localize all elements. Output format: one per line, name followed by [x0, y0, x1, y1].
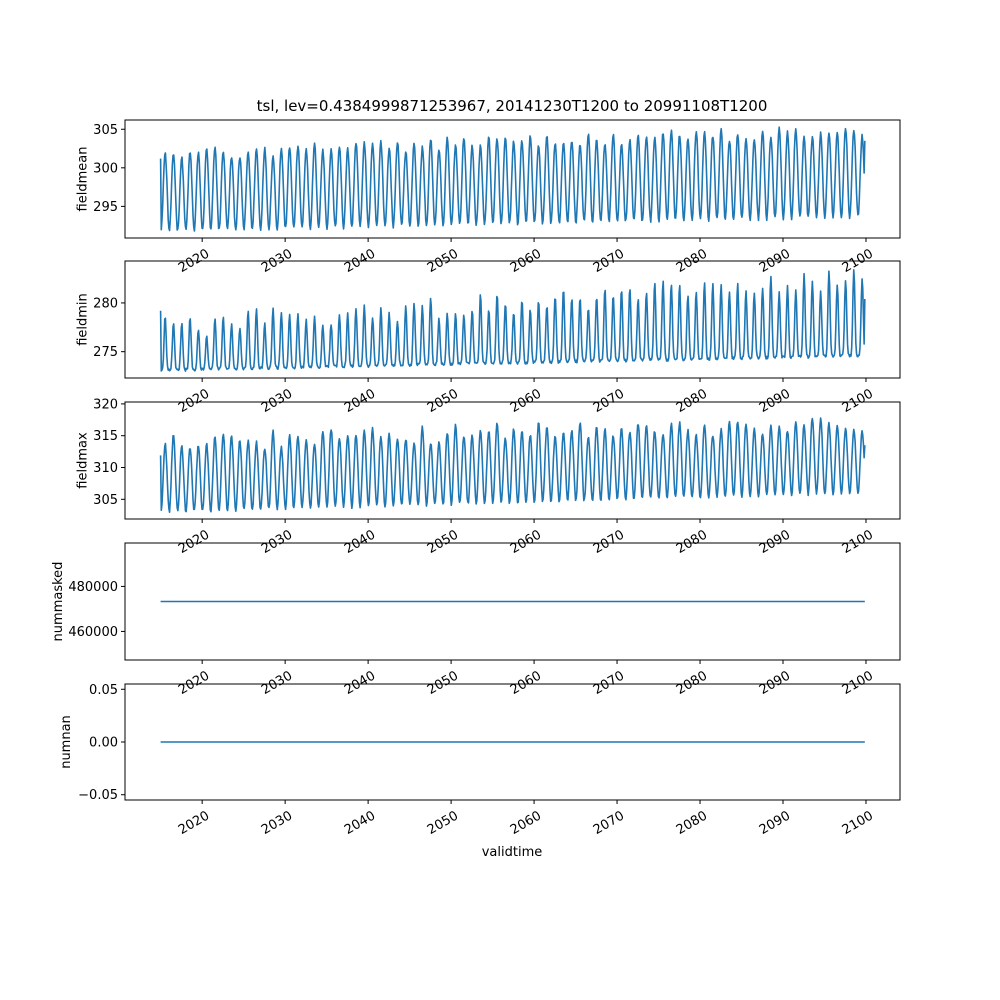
y-tick-label: 310	[93, 460, 118, 476]
x-tick-label: 2020	[176, 808, 213, 838]
x-tick-label: 2090	[756, 527, 794, 557]
x-tick-label: 2040	[341, 386, 379, 416]
x-tick-label: 2020	[176, 527, 213, 557]
x-tick-label: 2070	[590, 668, 628, 698]
x-tick-label: 2050	[424, 527, 462, 557]
x-tick-label: 2070	[590, 808, 628, 838]
x-tick-label: 2040	[341, 246, 379, 276]
x-tick-label: 2080	[673, 808, 711, 838]
y-tick-label: 305	[93, 492, 118, 508]
y-tick-label: 0.05	[89, 682, 118, 698]
x-tick-label: 2050	[424, 808, 462, 838]
x-tick-label: 2030	[258, 808, 296, 838]
x-tick-label: 2040	[341, 808, 379, 838]
x-tick-label: 2100	[839, 246, 876, 276]
x-tick-label: 2100	[839, 808, 876, 838]
x-tick-label: 2060	[507, 246, 545, 276]
x-tick-label: 2020	[176, 668, 213, 698]
x-tick-label: 2080	[673, 527, 711, 557]
y-tick-label: 300	[93, 161, 118, 177]
x-tick-label: 2100	[839, 527, 876, 557]
x-axis-label: validtime	[481, 845, 543, 860]
x-tick-label: 2080	[673, 668, 711, 698]
y-tick-label: 480000	[68, 579, 118, 595]
chart-title: tsl, lev=0.4384999871253967, 20141230T1200 to 20991108T1200	[256, 97, 768, 115]
x-tick-label: 2050	[424, 668, 462, 698]
x-tick-label: 2090	[756, 386, 794, 416]
y-axis-label: fieldmax	[75, 432, 91, 489]
y-tick-label: 275	[93, 345, 118, 361]
y-tick-label: 0.00	[89, 735, 118, 751]
x-tick-label: 2070	[590, 386, 628, 416]
y-tick-label: 305	[93, 122, 118, 138]
x-tick-label: 2100	[839, 668, 876, 698]
y-axis-label: nummasked	[50, 561, 66, 642]
x-tick-label: 2040	[341, 668, 379, 698]
y-tick-label: −0.05	[78, 788, 118, 804]
x-tick-label: 2050	[424, 246, 462, 276]
x-tick-label: 2060	[507, 527, 545, 557]
x-tick-label: 2090	[756, 808, 794, 838]
x-tick-label: 2020	[176, 246, 213, 276]
y-tick-label: 280	[93, 296, 118, 312]
y-axis-label: fieldmean	[75, 146, 91, 212]
x-tick-label: 2100	[839, 386, 876, 416]
x-tick-label: 2080	[673, 386, 711, 416]
x-tick-label: 2040	[341, 527, 379, 557]
x-tick-label: 2020	[176, 386, 213, 416]
x-tick-label: 2030	[258, 668, 296, 698]
x-tick-label: 2090	[756, 668, 794, 698]
x-tick-label: 2080	[673, 246, 711, 276]
x-tick-label: 2030	[258, 246, 296, 276]
x-tick-label: 2030	[258, 527, 296, 557]
x-tick-label: 2070	[590, 527, 628, 557]
y-axis-label: numnan	[59, 715, 74, 769]
x-tick-label: 2030	[258, 386, 296, 416]
y-tick-label: 460000	[68, 624, 118, 640]
y-tick-label: 315	[93, 429, 118, 445]
x-tick-label: 2070	[590, 246, 628, 276]
y-axis-label: fieldmin	[75, 293, 91, 346]
y-tick-label: 320	[93, 397, 118, 413]
x-tick-label: 2090	[756, 246, 794, 276]
x-tick-label: 2050	[424, 386, 462, 416]
x-tick-label: 2060	[507, 386, 545, 416]
y-tick-label: 295	[93, 199, 118, 215]
x-tick-label: 2060	[507, 668, 545, 698]
x-tick-label: 2060	[507, 808, 545, 838]
